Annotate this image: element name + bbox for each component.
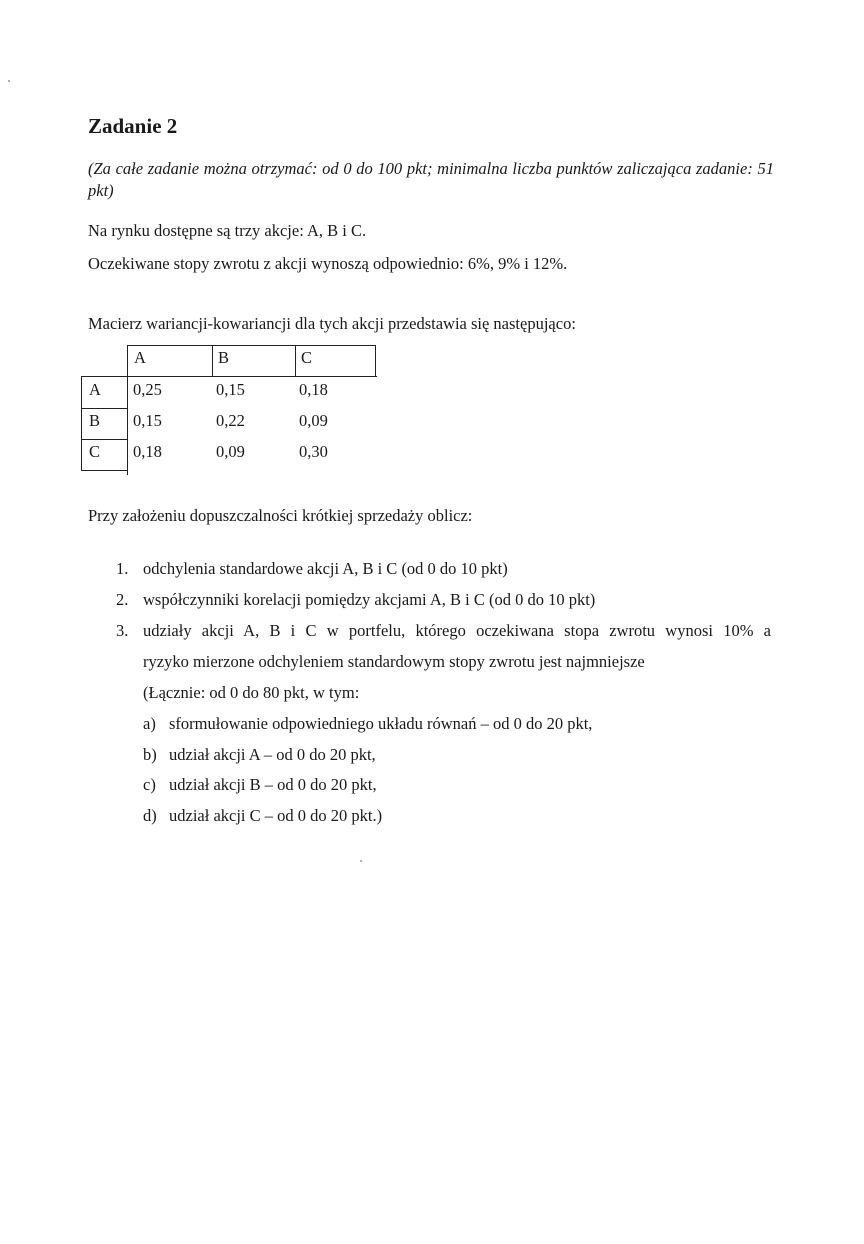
matrix-col-header: A (134, 348, 146, 367)
sub-item-letter: b) (143, 745, 157, 764)
sub-item-letter: d) (143, 806, 157, 825)
matrix-cell: 0,25 (133, 380, 162, 399)
item-text: współczynniki korelacji pomiędzy akcjami A, B i C (od 0 do 10 pkt) (143, 590, 596, 609)
matrix-cell: 0,30 (299, 442, 328, 461)
sub-item-letter: c) (143, 775, 156, 794)
matrix-row-label: B (89, 411, 101, 430)
scan-speck (360, 860, 362, 862)
sub-item-letter: a) (143, 714, 156, 733)
item-number: 1. (116, 559, 129, 578)
matrix-col-header: C (301, 348, 313, 367)
sub-item-text: udział akcji C – od 0 do 20 pkt.) (169, 806, 383, 825)
matrix-cell: 0,22 (216, 411, 245, 430)
item-text: odchylenia standardowe akcji A, B i C (od 0 do 10 pkt) (143, 559, 508, 578)
covariance-matrix (81, 345, 381, 475)
matrix-col-header: B (218, 348, 230, 367)
matrix-cell: 0,18 (299, 380, 328, 399)
scan-speck (8, 80, 10, 82)
sub-item-text: udział akcji B – od 0 do 20 pkt, (169, 775, 377, 794)
intro-stocks: Na rynku dostępne są trzy akcje: A, B i C. (88, 221, 367, 240)
matrix-cell: 0,15 (133, 411, 162, 430)
item-number: 2. (116, 590, 129, 609)
matrix-cell: 0,18 (133, 442, 162, 461)
item-text: (Łącznie: od 0 do 80 pkt, w tym: (143, 683, 360, 702)
intro-returns: Oczekiwane stopy zwrotu z akcji wynoszą odpowiednio: 6%, 9% i 12%. (88, 254, 568, 273)
intro-matrix: Macierz wariancji-kowariancji dla tych akcji przedstawia się następująco: (88, 314, 576, 333)
item-text: udziały akcji A, B i C w portfelu, którego oczekiwana stopa zwrotu wynosi 10% a (143, 621, 771, 640)
matrix-cell: 0,15 (216, 380, 245, 399)
matrix-cell: 0,09 (299, 411, 328, 430)
matrix-row-label: C (89, 442, 101, 461)
item-text: ryzyko mierzone odchyleniem standardowym stopy zwrotu jest najmniejsze (143, 652, 645, 671)
item-number: 3. (116, 621, 129, 640)
matrix-row-label: A (89, 380, 101, 399)
scoring-note: (Za całe zadanie można otrzymać: od 0 do 100 pkt; minimalna liczba punktów zaliczająca zadanie: 51 pkt) (88, 159, 774, 200)
matrix-cell: 0,09 (216, 442, 245, 461)
instruction: Przy założeniu dopuszczalności krótkiej sprzedaży oblicz: (88, 506, 473, 525)
task-title: Zadanie 2 (88, 114, 178, 138)
sub-item-text: udział akcji A – od 0 do 20 pkt, (169, 745, 376, 764)
sub-item-text: sformułowanie odpowiedniego układu równań – od 0 do 20 pkt, (169, 714, 593, 733)
